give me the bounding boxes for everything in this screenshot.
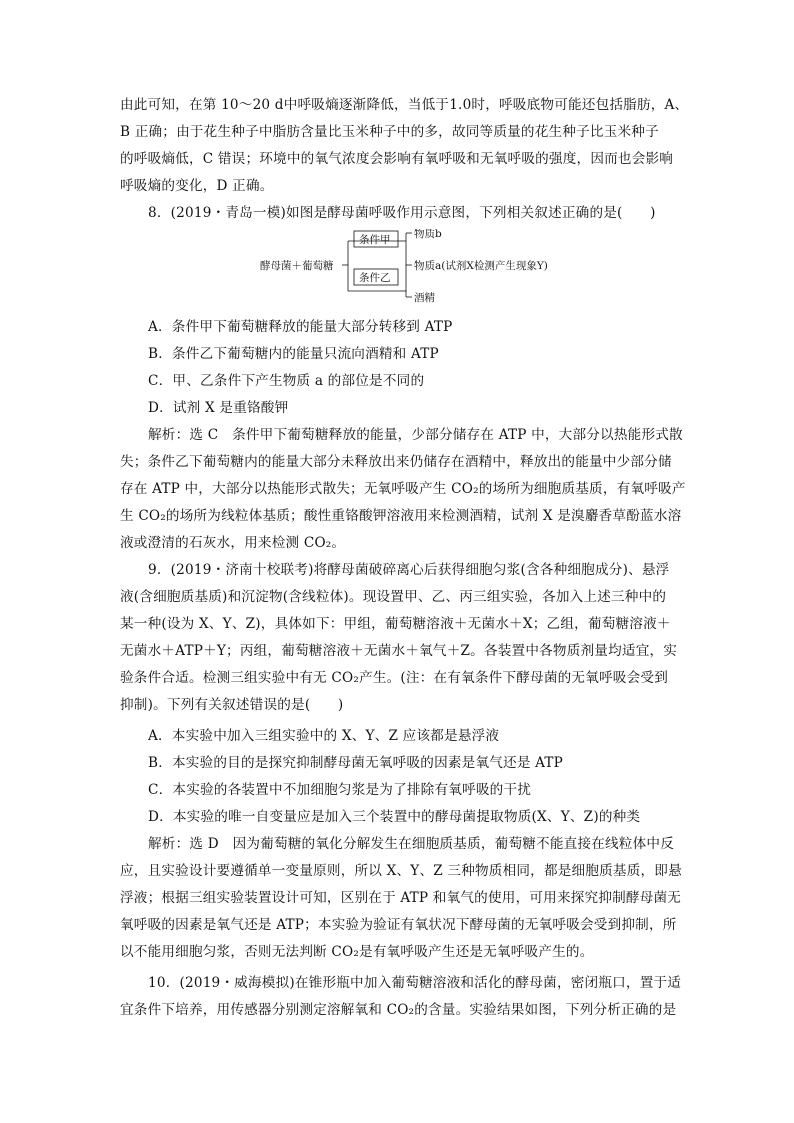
q9-analysis-line: 浮液；根据三组实验装置设计可知，区别在于 ATP 和氧气的使用，可用来探究抑制酵母菌无 (120, 890, 682, 906)
q9-analysis-line: 应，且实验设计要遵循单一变量原则，所以 X、Y、Z 三种物质相同，都是细胞质基质，即悬 (120, 863, 682, 879)
q9-stem-line: 无菌水＋ATP＋Y；丙组，葡萄糖溶液＋无菌水＋氧气＋Z。各装置中各物质剂量均适宜，实 (120, 643, 678, 659)
yeast-respiration-diagram (260, 229, 580, 305)
product-a-label: 物质a(试剂X检测产生现象Y) (414, 260, 548, 272)
q9-option-c: C．本实验的各装置中不加细胞匀浆是为了排除有氧呼吸的干扰 (148, 782, 532, 798)
q8-analysis-line: 解析：选 C 条件甲下葡萄糖释放的能量，少部分储存在 ATP 中，大部分以热能形式散 (148, 427, 683, 443)
q9-option-d: D．本实验的唯一自变量应是加入三个装置中的酵母菌提取物质(X、Y、Z)的种类 (148, 809, 641, 825)
q9-analysis-line: 以不能用细胞匀浆，否则无法判断 CO₂是有氧呼吸产生还是无氧呼吸产生的。 (120, 944, 594, 960)
q8-option-b: B．条件乙下葡萄糖内的能量只流向酒精和 ATP (148, 346, 439, 362)
intro-line: 的呼吸熵低，C 错误；环境中的氧气浓度会影响有氧呼吸和无氧呼吸的强度，因而也会影响 (120, 151, 674, 167)
intro-line: B 正确；由于花生种子中脂肪含量比玉米种子中的多，故同等质量的花生种子比玉米种子 (120, 124, 659, 140)
condition-a-label: 条件甲 (359, 234, 391, 246)
q9-stem-line: 某一种(设为 X、Y、Z)，具体如下：甲组，葡萄糖溶液＋无菌水＋X；乙组，葡萄糖溶液＋ (120, 616, 671, 632)
q10-stem-line: 10．(2019・威海模拟)在锥形瓶中加入葡萄糖溶液和活化的酵母菌，密闭瓶口，置于适 (148, 975, 682, 991)
product-b-label: 物质b (414, 229, 442, 240)
condition-b-label: 条件乙 (359, 272, 391, 284)
product-alcohol-label: 酒精 (414, 292, 435, 304)
diagram-start-label: 酵母菌＋葡萄糖 (260, 260, 334, 272)
q9-stem-line: 9．(2019・济南十校联考)将酵母菌破碎离心后获得细胞匀浆(含各种细胞成分)、悬浮 (148, 562, 670, 578)
q9-stem-line: 液(含细胞质基质)和沉淀物(含线粒体)。现设置甲、乙、丙三组实验，各加入上述三种中的 (120, 589, 667, 605)
q8-option-a: A．条件甲下葡萄糖释放的能量大部分转移到 ATP (148, 319, 453, 335)
q9-option-a: A．本实验中加入三组实验中的 X、Y、Z 应该都是悬浮液 (148, 728, 500, 744)
q8-option-c: C．甲、乙条件下产生物质 a 的部位是不同的 (148, 373, 425, 389)
q9-analysis-line: 解析：选 D 因为葡萄糖的氧化分解发生在细胞质基质，葡萄糖不能直接在线粒体中反 (148, 836, 674, 852)
q8-analysis-line: 生 CO₂的场所为线粒体基质；酸性重铬酸钾溶液用来检测酒精，试剂 X 是溴麝香草酚蓝水溶 (120, 508, 682, 524)
q9-option-b: B．本实验的目的是探究抑制酵母菌无氧呼吸的因素是氧气还是 ATP (148, 755, 564, 771)
q8-analysis-line: 存在 ATP 中，大部分以热能形式散失；无氧呼吸产生 CO₂的场所为细胞质基质，有氧呼吸产 (120, 481, 686, 497)
q8-analysis-line: 失；条件乙下葡萄糖内的能量大部分未释放出来仍储存在酒精中，释放出的能量中少部分储 (120, 454, 672, 470)
q10-stem-line: 宜条件下培养，用传感器分别测定溶解氧和 CO₂的含量。实验结果如图，下列分析正确的是 (120, 1002, 677, 1018)
question-8-stem: 8．(2019・青岛一模)如图是酵母菌呼吸作用示意图，下列相关叙述正确的是( ) (148, 205, 656, 221)
q9-stem-line: 验条件合适。检测三组实验中有无 CO₂产生。(注：在有氧条件下酵母菌的无氧呼吸会受到 (120, 670, 668, 686)
intro-line: 呼吸熵的变化，D 正确。 (120, 178, 274, 194)
q8-analysis-line: 液或澄清的石灰水，用来检测 CO₂。 (120, 535, 346, 551)
q9-analysis-line: 氧呼吸的因素是氧气还是 ATP；本实验为验证有氧状况下酵母菌的无氧呼吸会受到抑制，所 (120, 917, 677, 933)
q8-option-d: D．试剂 X 是重铬酸钾 (148, 400, 289, 416)
intro-line: 由此可知，在第 10～20 d中呼吸熵逐渐降低，当低于1.0时，呼吸底物可能还包括脂肪，A、 (120, 97, 689, 113)
q9-stem-line: 抑制)。下列有关叙述错误的是( ) (120, 697, 344, 713)
